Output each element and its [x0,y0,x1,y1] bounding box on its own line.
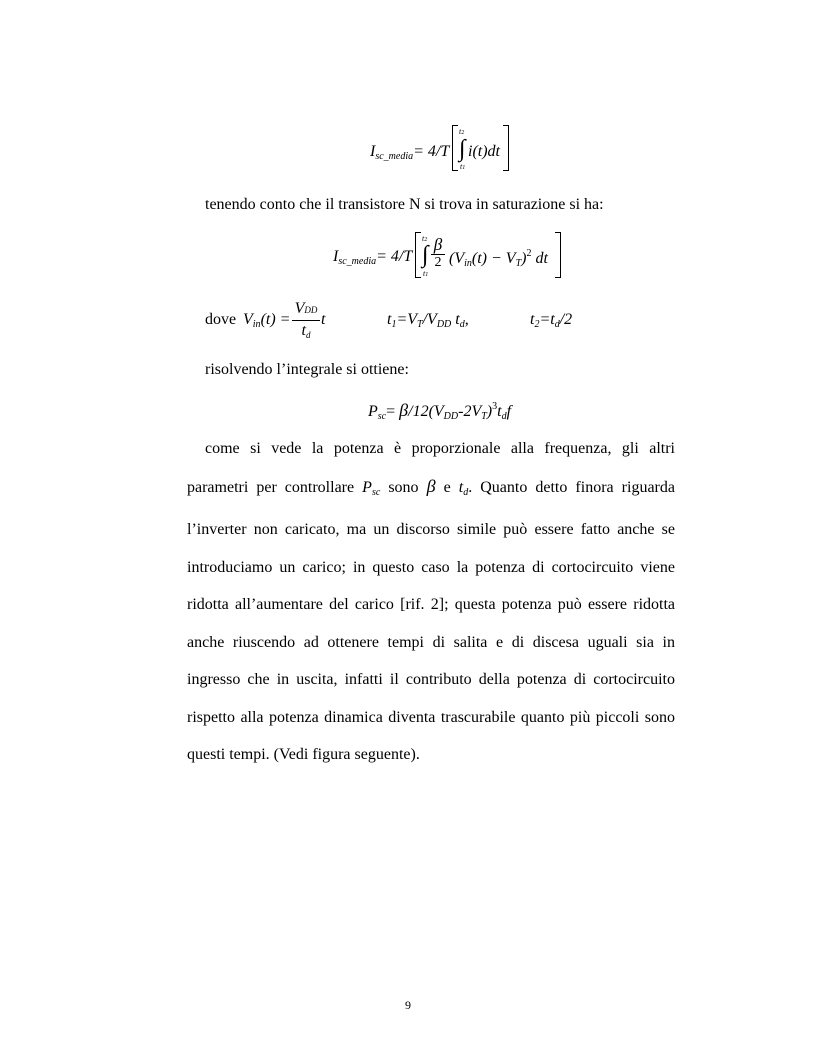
equation-2: $I_{sc\_media}= 4/T$ t2 ∫ t1 β 2 $(V_{in}(t) - V_T)^2$ dt [333,248,563,288]
definitions-line [205,300,625,351]
page-number: 9 [405,998,411,1012]
t-variable: t [321,311,326,328]
eq1-integrand: i(t)dt [468,143,500,160]
eq2-lhs: I [333,248,339,265]
eq2-bracket-left [415,232,421,278]
text-risolvendo: risolvendo l’integrale si ottiene: [205,361,409,378]
vin-definition: $V_{in}(t)$ = [243,311,291,330]
t1-definition: $t_1=V_T/V_{DD}$ $t_d$, [387,311,469,330]
body-paragraph: come si vede la potenza è proporzionale alla frequenza, gli altri parametri per controllare $P_{sc}$ sono β e $t_d$. Quanto detto finora riguarda l’inverter non caricato, ma un discorso simile può essere fatto anche se introduciamo un carico; in questo caso la potenza di cortocircuito viene ridotta all’aumentare del carico [rif. 2]; questa potenza può essere ridotta anche riuscendo ad ottenere tempi di salita e di discesa uguali sia in ingresso che in uscita, infatti il contributo della potenza di cortocircuito rispetto alla potenza dinamica diventa trascurabile quanto più piccoli sono questi tempi. (Vedi figura seguente). [187,440,675,763]
eq1-upper-limit: t2 [459,127,465,136]
text-saturazione: tenendo conto che il transistore N si trova in saturazione si ha: [205,196,604,213]
integral-sign-2: ∫ [422,242,429,268]
t2-definition: $t_2=t_d/2$ [530,311,573,330]
eq1-bracket-left [452,125,458,171]
eq2-rhs-prefix: = 4/T [376,248,413,265]
eq2-body: $(V_{in}(t) - V_T)^2$ dt [449,248,548,269]
equation-3: $P_{sc}= \beta/12(V_{DD}-2V_T)^3t_df$ [368,400,512,422]
eq1-lhs-sub: sc_media [375,151,414,162]
equation-1 [370,127,520,180]
eq2-beta-fraction: β 2 [431,236,445,271]
eq1-rhs-prefix: = 4/T [413,143,450,160]
vdd-td-fraction: VDD td [292,299,320,345]
beta-symbol: β [399,400,409,420]
eq2-bracket-right [555,232,561,278]
eq2-lhs-sub: sc_media [338,256,377,267]
dove-label: dove [205,311,237,328]
eq1-lower-limit: t1 [460,162,466,171]
eq1-lhs: I [370,143,376,160]
eq1-bracket-right [503,125,509,171]
integral-sign: ∫ [459,136,466,162]
